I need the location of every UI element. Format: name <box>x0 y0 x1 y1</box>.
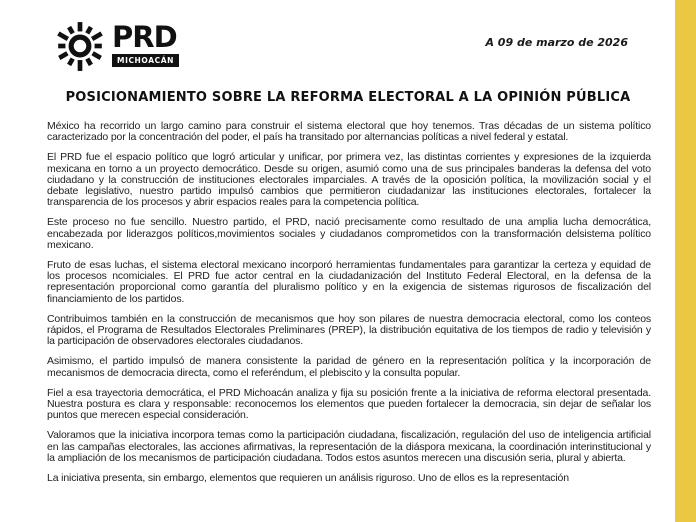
document-body <box>47 121 651 493</box>
sun-icon <box>54 20 106 72</box>
body-paragraph: Valoramos que la iniciativa incorpora temas como la participación ciudadana, fiscalización, regulación del uso de inteligencia artificial en las campañas electorales, las acciones afirmativas, la representación de la diáspora mexicana, la coordinación interinstitucional y la ampliación de los mecanismos de participación ciudadana. Todos estos asuntos merecen una discusión seria, plural y abierta. <box>47 429 651 464</box>
prd-logo <box>54 20 179 72</box>
body-paragraph: Este proceso no fue sencillo. Nuestro partido, el PRD, nació precisamente como resultado de una amplia lucha democrática, encabezada por liderazgos políticos,movimientos sociales y ciudadanos comprometidos con la transformación delsistema político mexicano. <box>47 216 651 251</box>
document-title: POSICIONAMIENTO SOBRE LA REFORMA ELECTORAL A LA OPINIÓN PÚBLICA <box>65 90 631 105</box>
body-paragraph: Fruto de esas luchas, el sistema electoral mexicano incorporó herramientas fundamentales para garantizar la certeza y equidad de los procesos ncomiciales. El PRD fue actor central en la ciudadanización del Instituto Federal Electoral, en la defensa de la representación proporcional como garantía del pluralismo político y en la exigencia de sistemas rigurosos de fiscalización del financiamiento de los partidos. <box>47 259 651 305</box>
logo-org-name: PRD <box>112 20 177 54</box>
body-paragraph: Fiel a esa trayectoria democrática, el PRD Michoacán analiza y fija su posición frente a la iniciativa de reforma electoral presentada. Nuestra postura es clara y responsable: reconocemos los elementos que pueden fortalecer la democracia, sin dejar de señalar los puntos que merecen especial consideración. <box>47 386 651 422</box>
body-paragraph: Asimismo, el partido impulsó de manera consistente la paridad de género en la representación política y la incorporación de mecanismos de democracia directa, como el referéndum, el plebiscito y la consulta popular. <box>47 355 651 379</box>
logo-region-label: MICHOACÁN <box>112 54 179 67</box>
document-date: A 09 de marzo de 2026 <box>485 36 628 49</box>
body-paragraph: La iniciativa presenta, sin embargo, elementos que requieren un análisis riguroso. Uno de ellos es la representación <box>47 472 569 485</box>
body-paragraph: México ha recorrido un largo camino para construir el sistema electoral que hoy tenemos. Tras décadas de un sistema político caracterizado por la concentración del poder, el país ha transitado por alternancias políticas a nivel federal y estatal. <box>47 120 651 144</box>
logo-text <box>112 20 179 68</box>
body-paragraph: Contribuimos también en la construcción de mecanismos que hoy son pilares de nuestra democracia electoral, como los conteos rápidos, el Programa de Resultados Electorales Preliminares (PREP), la distribución equitativa de los tiempos de radio y televisión y la participación de observadores electorales ciudadanos. <box>47 312 651 348</box>
yellow-accent-bar <box>675 0 696 522</box>
body-paragraph: El PRD fue el espacio político que logró articular y unificar, por primera vez, las distintas corrientes y expresiones de la izquierda mexicana en torno a un proyecto democrático. Desde su origen, asumió como una de sus principales banderas la defensa del voto ciudadano y la construcción de instituciones electorales imparciales. A través de la oposición política, la movilización social y el debate legislativo, nuestro partido impulsó cambios que permitieron ciudadanizar las instituciones electorales, fortalecer la transparencia de los procesos y abrir espacios reales para la competencia política. <box>47 151 651 209</box>
